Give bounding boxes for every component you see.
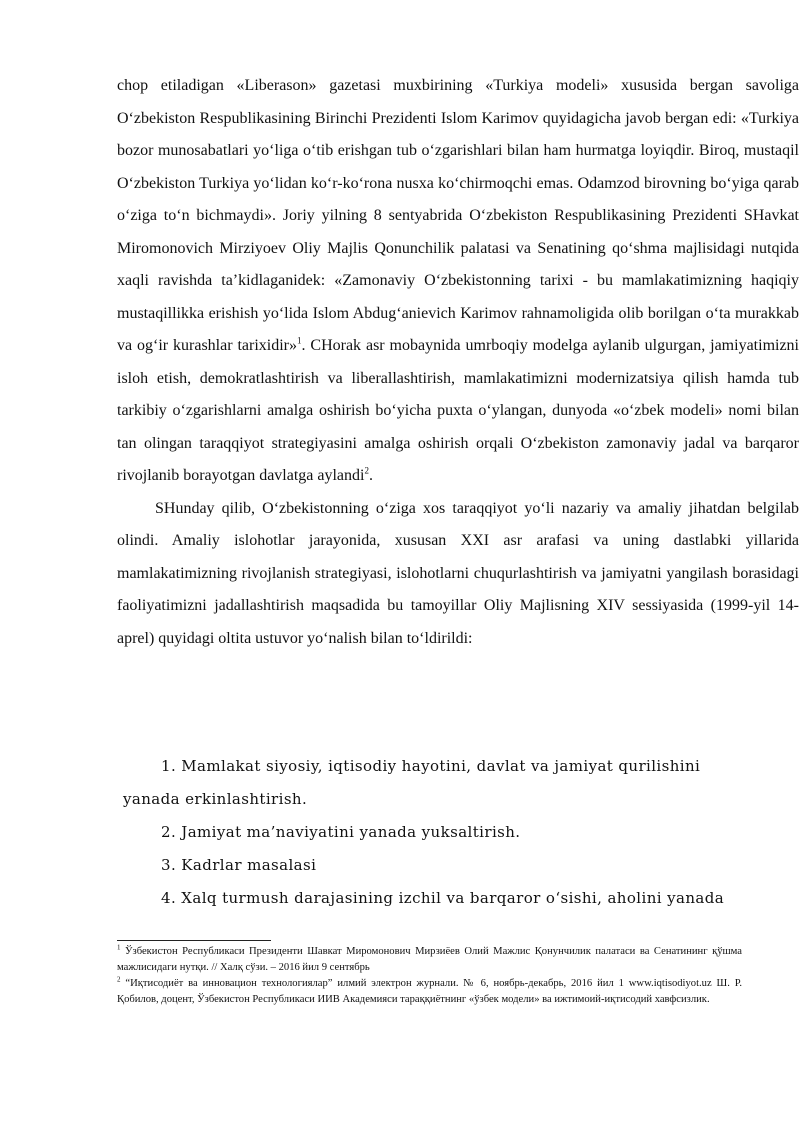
paragraph-2: SHunday qilib, O‘zbekistonning o‘ziga xos taraqqiyot yo‘li nazariy va amaliy jihatdan belgilab olindi. Amaliy islohotlar jarayonida, xususan XXI asr arafasi va uning dastlabki yillarida mamlakatimizning rivojlanish strategiyasi, islohotlarni chuqurlashtirish va jamiyatni yangilash borasidagi faoliyatimizni jadallashtirish maqsadida bu tamoyillar Oliy Majlisning XIV sessiyasida (1999-yil 14- aprel) quyidagi oltita ustuvor yo‘nalish bilan to‘ldirildi: — [117, 499, 799, 647]
paragraph-1-part-c: . — [368, 467, 373, 484]
paragraph-1-part-b: . CHorak asr mobaynida umrboqiy modelga aylanib ulgurgan, jamiyatimizni isloh etish, demokratlashtirish va liberallashtirish, mamlakatimizni modernizatsiya qilish hamda tub tarkibiy o‘zgarishlarni amalga oshirish bo‘yicha puxta o‘ylangan, dunyoda «o‘zbek modeli» nomi bilan tan olingan taraqqiyot strategiyasini amalga oshirish orqali O‘zbekiston zamonaviy jadal va barqaror rivojlanib borayotgan davlatga aylandi — [117, 337, 800, 484]
footnotes — [117, 944, 742, 1008]
list-item: 3. Kadrlar masalasi — [161, 856, 317, 874]
footnote-ref-1[interactable]: 1 — [297, 335, 302, 346]
footnote-1 — [117, 944, 742, 976]
footnote-2-number: 2 — [117, 975, 121, 984]
footnote-1-text: Ўзбекистон Республикаси Президенти Шавкат Миромонович Мирзиёев Олий Мажлис Қонунчилик палатаси ва Сенатининг қўшма мажлисидаги нутқи. // Халқ сўзи. – 2016 йил 9 сентябрь — [117, 946, 743, 973]
list-item: 4. Xalq turmush darajasining izchil va barqaror o‘sishi, aholini yanada — [161, 889, 725, 907]
footnote-2 — [117, 976, 742, 1008]
footnote-separator — [117, 940, 271, 941]
list-item: 1. Mamlakat siyosiy, iqtisodiy hayotini, davlat va jamiyat qurilishini — [161, 757, 701, 775]
body-text — [117, 70, 799, 655]
list-item: 2. Jamiyat ma’naviyatini yanada yuksaltirish. — [161, 823, 521, 841]
paragraph-1-part-a: chop etiladigan «Liberason» gazetasi muxbirining «Turkiya modeli» xususida bergan savoliga O‘zbekiston Respublikasining Birinchi Prezidenti Islom Karimov quyidagicha javob bergan edi: «Turkiya bozor munosabatlari yo‘liga o‘tib erishgan tub o‘zgarishlari bilan ham hurmatga loyiqdir. Biroq, mustaqil O‘zbekiston Turkiya yo‘lidan ko‘r-ko‘rona nusxa ko‘chirmoqchi emas. Odamzod birovning bo‘yiga qarab o‘ziga to‘n bichmaydi». Joriy yilning 8 sentyabrida O‘zbekiston Respublikasining Prezidenti SHavkat Miromonovich Mirziyoev Oliy Majlis Qonunchilik palatasi va Senatining qo‘shma majlisidagi nutqida xaqli ravishda ta’kidlaganidek: «Zamonaviy O‘zbekistonning tarixi - bu mamlakatimizning haqiqiy mustaqillikka erishish yo‘lida Islom Abdug‘anievich Karimov rahnamoligida olib borilgan o‘ta murakkab va og‘ir kurashlar tarixidir» — [117, 77, 799, 354]
footnote-1-number: 1 — [117, 943, 121, 952]
priority-list — [117, 750, 747, 915]
footnote-2-text: “Иқтисодиёт ва инновацион технологиялар” илмий электрон журнали. № 6, ноябрь-декабрь, 2016 йил 1 www.iqtisodiyot.uz Ш. Р. Қобилов, доцент, Ўзбекистон Республикаси ИИВ Академияси тараққиётнинг «ўзбек модели» ва ижтимоий-иқтисодий хавфсизлик. — [117, 978, 743, 1005]
list-item-continuation: yanada erkinlashtirish. — [123, 790, 308, 808]
footnote-ref-2[interactable]: 2 — [364, 465, 369, 476]
paragraph-1 — [117, 70, 799, 493]
